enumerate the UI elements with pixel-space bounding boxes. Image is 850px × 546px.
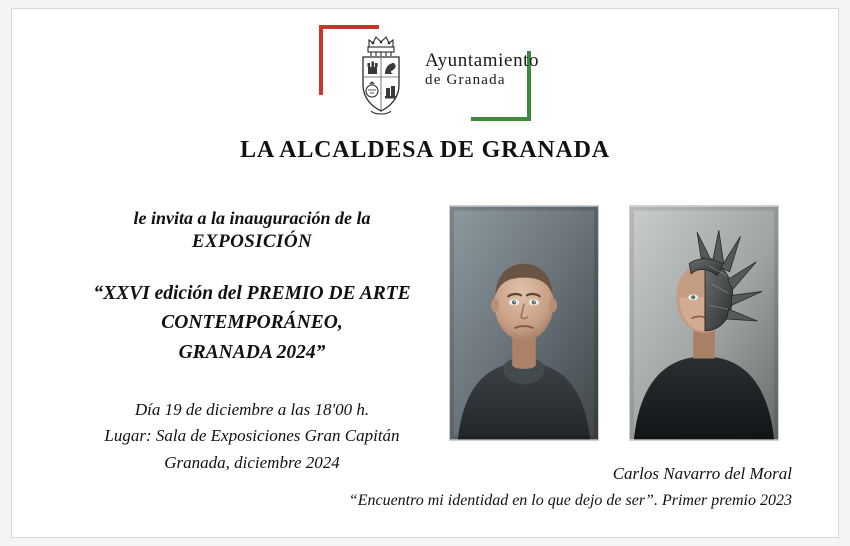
org-line-1: Ayuntamiento: [425, 50, 540, 71]
crest-wrap: [319, 25, 540, 121]
org-line-2: de Granada: [425, 71, 506, 88]
invitation-text-block: [67, 205, 437, 476]
event-date: Día 19 de diciembre a las 18'00 h.: [134, 399, 370, 419]
organization-name: [425, 51, 539, 89]
event-city: Granada, diciembre 2024: [164, 452, 340, 472]
granada-coat-of-arms-icon: [345, 27, 417, 119]
invitation-line-2: EXPOSICIÓN: [191, 231, 313, 253]
event-place: Lugar: Sala de Exposiciones Gran Capitán: [104, 426, 400, 446]
invitation-card: [11, 8, 839, 538]
portrait-photo-right: [629, 205, 779, 441]
invitation-line-1: le invita a la inauguración de la: [133, 208, 371, 228]
exhibition-title-line-2: CONTEMPORÁNEO,: [161, 312, 343, 334]
exhibition-title-line-1: “XXVI edición del PREMIO DE ARTE: [93, 283, 411, 305]
page-title: LA ALCALDESA DE GRANADA: [240, 137, 610, 163]
portrait-photo-left: [449, 205, 599, 441]
crest-block: [12, 25, 838, 121]
exhibition-title-line-3: GRANADA 2024”: [178, 341, 326, 363]
exhibition-title: [67, 279, 437, 367]
artwork-title: “Encuentro mi identidad en lo que dejo de ser”. Primer premio 2023: [348, 491, 792, 509]
artwork-caption: [349, 461, 792, 513]
artist-name: Carlos Navarro del Moral: [612, 464, 792, 483]
